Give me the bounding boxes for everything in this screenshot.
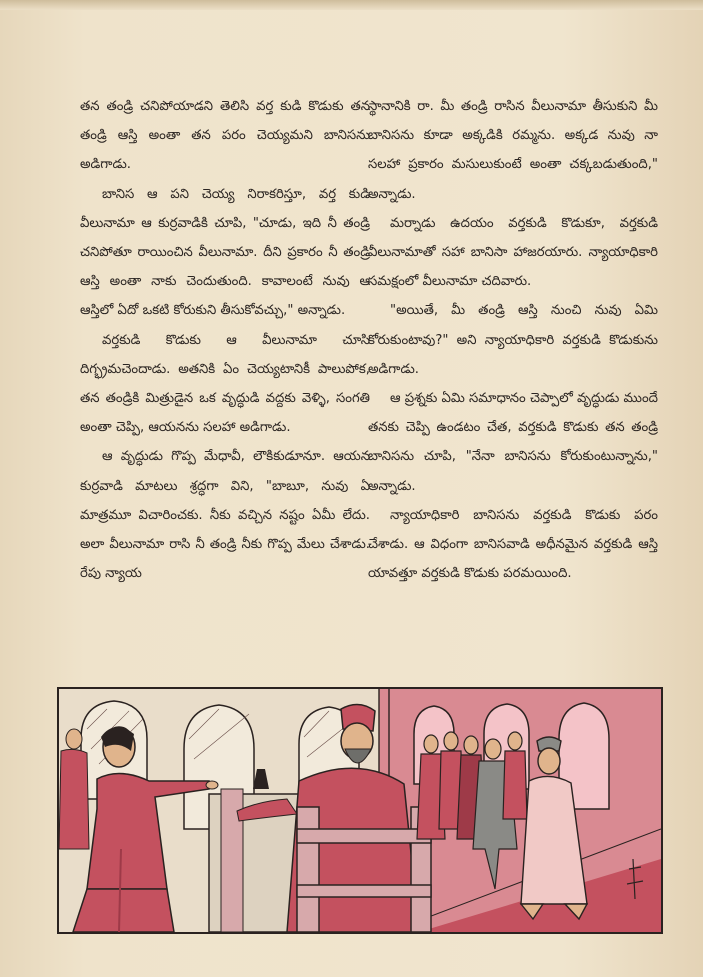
paragraph: మర్నాడు ఉదయం వర్తకుడి కొడుకూ, వర్తకుడి వీలునామాతో సహా బానిసా హాజరయారు. న్యాయాధికారి సమక్షంలో వీలునామా చదివారు. [368,215,658,290]
right-text-column [368,92,658,588]
paragraph: ఆ వృద్ధుడు గొప్ప మేధావీ, లౌకికుడూనూ. ఆయన కుర్రవాడి మాటలు శ్రద్ధగా విని, "బాబూ, నువు ఏ మాత్రమూ విచారించకు. నీకు వచ్చిన నష్టం ఏమీ లేదు. అలా వీలునామా రాసి నీ తండ్రి నీకు గొప్ప మేలు చేశాడు. రేపు న్యాయ [80,449,370,582]
page-top-edge [0,0,703,10]
illustration-art [59,689,661,932]
paragraph: ఆ ప్రశ్నకు ఏమి సమాధానం చెప్పాలో వృద్ధుడు ముందే తనకు చెప్పి ఉండటం చేత, వర్తకుడి కొడుకు తన తండ్రి బానిసను చూపి, "నేనా బానిసను కోరుకుంటున్నాను," అన్నాడు. [368,391,658,494]
paragraph: "అయితే, మీ తండ్రి ఆస్తి నుంచి నువు ఏమి కోరుకుంటావు?" అని న్యాయాధికారి వర్తకుడి కొడుకును అడిగాడు. [368,303,658,377]
paragraph: బానిస ఆ పని చెయ్య నిరాకరిస్తూ, వర్త కుడి వీలునామా ఆ కుర్రవాడికి చూపి, "చూడు, ఇది నీ తండ్రి చనిపోతూ రాయించిన వీలునామా. దీని ప్రకారం నీ తండ్రి ఆస్తి అంతా నాకు చెందుతుంది. కావాలంటే నువు ఆ ఆస్తిలో ఏదో ఒకటి కోరుకుని తీసుకోవచ్చు," అన్నాడు. [80,186,370,319]
paragraph: తన తండ్రి చనిపోయాడని తెలిసి వర్త కుడి కొడుకు తన తండ్రి ఆస్తి అంతా తన పరం చెయ్యమని బానిసను అడిగాడు. [80,99,370,173]
paragraph: వర్తకుడి కొడుకు ఆ వీలునామా చూసి దిగ్భ్రమచెందాడు. అతనికి ఏం చెయ్యటానికీ పాలుపోక, తన తండ్రికి మిత్రుడైన ఒక వృద్ధుడి వద్దకు వెళ్ళి, సంగతి అంతా చెప్పి, ఆయనను సలహా అడిగాడు. [80,332,370,436]
paragraph: న్యాయాధికారి బానిసను వర్తకుడి కొడుకు పరం చేశాడు. ఆ విధంగా బానిసవాడి అధీనమైన వర్తకుడి ఆస్తి యావత్తూ వర్తకుడి కొడుకు పరమయింది. [368,507,658,582]
court-scene-illustration [57,687,663,934]
paragraph: స్థానానికి రా. మీ తండ్రి రాసిన వీలునామా తీసుకుని మీ బానిసను కూడా అక్కడికి రమ్మను. అక్కడ నువు నా సలహా ప్రకారం మసులుకుంటే అంతా చక్కబడుతుంది," అన్నాడు. [368,99,658,202]
left-text-column [80,92,370,588]
